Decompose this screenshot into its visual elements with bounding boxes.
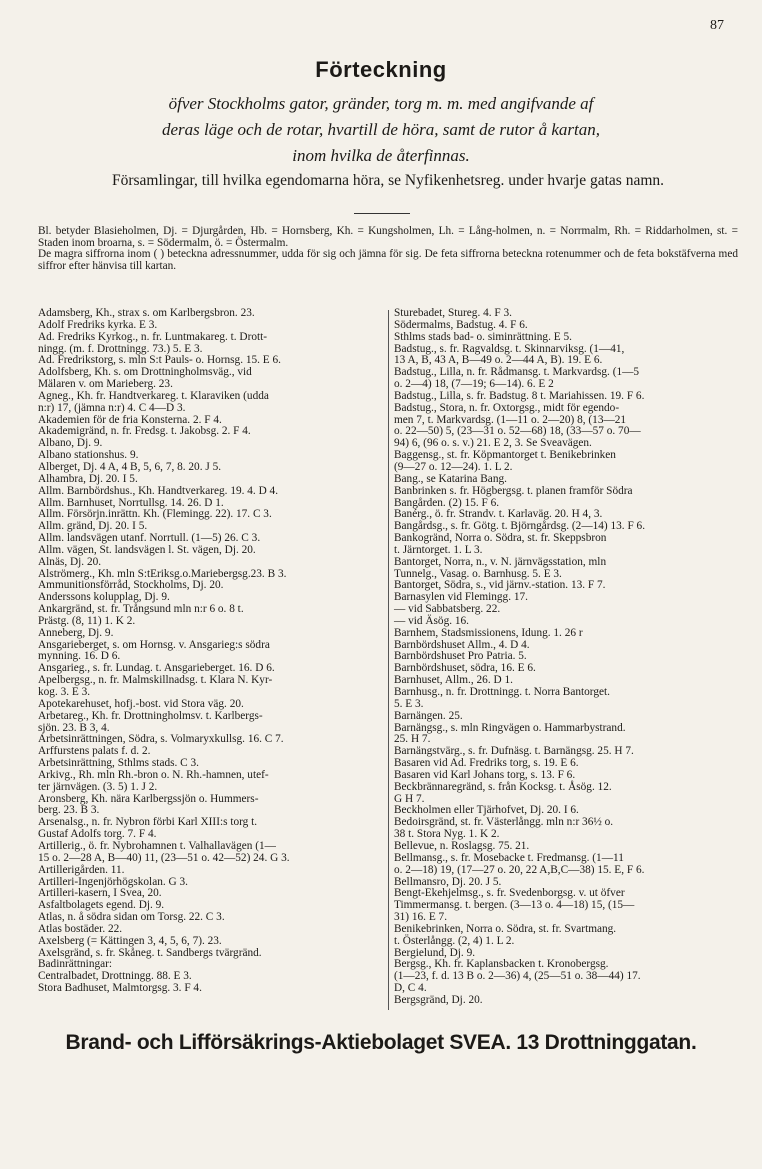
index-entry-line: Prästg. (8, 11) 1. K 2.	[38, 614, 136, 627]
index-entry-line: (1—23, f. d. 13 B o. 2—36) 4, (25—51 o. 38—44) 17.	[394, 970, 641, 983]
index-entry-line: Benikebrinken, Norra o. Södra, st. fr. Svartmang.	[394, 922, 617, 935]
index-entry-line: Barnängsg., s. mln Ringvägen o. Hammarbystrand.	[394, 721, 626, 734]
index-entry-line: 5. E 3.	[394, 697, 424, 710]
index-entry-line: Bantorget, Norra, n., v. N. järnvägsstation, mln	[394, 555, 607, 568]
index-entry-line: Barnhem, Stadsmissionens, Idung. 1. 26 r	[394, 626, 583, 639]
index-entry-line: Apotekarehuset, hofj.-bost. vid Stora väg. 20.	[38, 697, 244, 710]
right-column	[394, 308, 739, 1007]
index-entry-line: mynning. 16. D 6.	[38, 650, 121, 663]
index-entry-line: berg. 23. B 3.	[38, 804, 100, 817]
page-number: 87	[710, 18, 724, 33]
index-entry-line: 31) 16. E 7.	[394, 911, 448, 924]
index-entry-line: o. 2—4) 18, (7—19; 6—14). 6. E 2	[394, 378, 554, 391]
subtitle-line-2: deras läge och de rotar, hvartill de höra, samt de rutor å kartan,	[161, 120, 601, 139]
index-entry-line: Adolf Fredriks kyrka. E 3.	[38, 318, 158, 331]
heading-rule	[354, 213, 410, 214]
index-entry-line: men 7, t. Markvardsg. (1—11 o. 2—20) 8, (13—21	[394, 413, 627, 426]
index-entry-line: Bergielund, Dj. 9.	[394, 946, 476, 959]
index-entry-line: Bergsg., Kh. fr. Kaplansbacken t. Kronobergsg.	[394, 958, 609, 971]
left-column	[38, 308, 384, 995]
index-entry-line: Allm. gränd, Dj. 20. I 5.	[38, 520, 148, 533]
subtitle-line-3: inom hvilka de återfinnas.	[292, 146, 470, 165]
index-entry-line: o. 2—18) 19, (17—27 o. 20, 22 A,B,C—38) 15. E, F 6.	[394, 863, 645, 876]
index-entry-line: Bangården. (2) 15. F 6.	[394, 496, 500, 509]
index-entry-line: Arffurstens palats f. d. 2.	[38, 745, 151, 758]
index-entry-line: Artillerig., ö. fr. Nybrohamnen t. Valhallavägen (1—	[38, 839, 276, 852]
index-entry-line: Arbetsinrättning, Sthlms stads. C 3.	[38, 757, 199, 770]
index-entry-line: G H 7.	[394, 792, 425, 805]
index-entry-line: Adamsberg, Kh., strax s. om Karlbergsbron. 23.	[38, 307, 255, 319]
index-entry-line: Barnasylen vid Flemingg. 17.	[394, 591, 528, 604]
index-entry-line: Beckholmen eller Tjärhofvet, Dj. 20. I 6.	[394, 804, 579, 817]
index-entry-line: Bellevue, n. Roslagsg. 75. 21.	[394, 839, 530, 852]
index-entry-line: Timmermansg. t. bergen. (3—13 o. 4—18) 15, (15—	[394, 899, 635, 912]
index-entry-line: Banérg., ö. fr. Strandv. t. Karlaväg. 20. H 4, 3.	[394, 508, 603, 521]
index-entry-line: Alnäs, Dj. 20.	[38, 555, 102, 568]
index-entry-line: Tunnelg., Vasag. o. Barnhusg. 5. E 3.	[394, 567, 562, 580]
index-entry-line: Alströmerg., Kh. mln S:tEriksg.o.Mariebergsg.23. B 3.	[38, 567, 287, 580]
index-entry-line: — vid Sabbatsberg. 22.	[394, 603, 501, 616]
index-entry-line: 94) 6, (96 o. s. v.) 21. E 2, 3. Se Sveavägen.	[394, 437, 592, 450]
index-entry-line: Centralbadet, Drottningg. 88. E 3.	[38, 970, 192, 983]
index-entry-line: Ansgarieg., s. fr. Lundag. t. Ansgarieberget. 16. D 6.	[38, 662, 275, 675]
index-entry-line: Axelsberg (= Kättingen 3, 4, 5, 6, 7). 23.	[38, 934, 222, 947]
index-entry-line: sjön. 23. B 3, 4.	[38, 721, 110, 734]
index-entry-line: Allm. landsvägen utanf. Norrtull. (1—5) 26. C 3.	[38, 532, 261, 545]
index-entry-line: Arbetsinrättningen, Södra, s. Volmaryxkullsg. 16. C 7.	[38, 733, 284, 746]
index-entry-line: Baggensg., st. fr. Köpmantorget t. Benikebrinken	[394, 449, 616, 462]
index-entry-line: Allm. Barnhuset, Norrtullsg. 14. 26. D 1.	[38, 496, 224, 509]
index-entry-line: Basaren vid Karl Johans torg, s. 13. F 6.	[394, 768, 576, 781]
index-entry-line: Badstug., Lilla, n. fr. Rådmansg. t. Markvardsg. (1—5	[394, 366, 640, 379]
index-entry-line: Ankargränd, st. fr. Trångsund mln n:r 6 o. 8 t.	[38, 603, 244, 616]
index-entry-line: Bengt-Ekehjelmsg., s. fr. Svedenborgsg. v. ut öfver	[394, 887, 625, 900]
index-entry-line: Bergsgränd, Dj. 20.	[394, 993, 483, 1006]
index-entry-line: Anderssons kolupplag, Dj. 9.	[38, 591, 170, 604]
index-entry-line: Mälaren v. om Marieberg. 23.	[38, 378, 173, 391]
index-entry-line: Albano stationshus. 9.	[38, 449, 139, 462]
index-entry-line: Albano, Dj. 9.	[38, 437, 103, 450]
index-entry-line: D, C 4.	[394, 982, 427, 995]
index-entry-line: Stora Badhuset, Malmtorgsg. 3. F 4.	[38, 982, 202, 995]
index-entry-line: Barnhusg., n. fr. Drottningg. t. Norra Bantorget.	[394, 686, 610, 698]
index-entry-line: Allm. vägen, St. landsvägen l. St. vägen, Dj. 20.	[38, 543, 256, 556]
index-entry-line: Ammunitionsförråd, Stockholms, Dj. 20.	[38, 579, 224, 592]
advert-banner: Brand- och Lifförsäkrings-Aktiebolaget SVEA. 13 Drottninggatan.	[65, 1031, 697, 1054]
index-entry-line: Banbrinken s. fr. Högbergsg. t. planen framför Södra	[394, 484, 633, 497]
index-entry-line: 13 A, B, 43 A, B—49 o. 2—44 A, B). 19. E 6.	[394, 354, 603, 367]
index-entry-line: Aronsberg, Kh. nära Karlbergssjön o. Hummers-	[38, 792, 259, 805]
index-entry-line: Badstug., s. fr. Ragvaldsg. t. Skinnarviksg. (1—41,	[394, 342, 625, 355]
subtitle-line-1: öfver Stockholms gator, gränder, torg m. m. med angifvande af	[168, 94, 594, 113]
index-entry-line: Artillerigården. 11.	[38, 863, 125, 876]
index-entry-line: Artilleri-kasern, I Svea, 20.	[38, 887, 162, 900]
index-entry-line: Barnbördshuset Allm., 4. D 4.	[394, 638, 530, 651]
index-entry-line: — vid Äsög. 16.	[394, 614, 470, 627]
index-entry-line: Bankogränd, Norra o. Södra, st. fr. Skeppsbron	[394, 532, 607, 545]
index-entry-line: Bantorget, Södra, s., vid järnv.-station. 13. F 7.	[394, 579, 606, 592]
index-entry-line: Apelbergsg., n. fr. Malmskillnadsg. t. Klara N. Kyr-	[38, 674, 273, 687]
index-entry-line: Atlas bostäder. 22.	[38, 922, 123, 935]
index-entry-line: Bellmansro, Dj. 20. J 5.	[394, 875, 502, 888]
forsamlingar-note: Församlingar, till hvilka egendomarna höra, se Nyfikenhetsreg. under hvarje gatas namn.	[111, 172, 665, 189]
index-entry-line: Basaren vid Ad. Fredriks torg, s. 19. E 6.	[394, 757, 579, 770]
index-entry-line: n:r) 17, (jämna n:r) 4. C 4—D 3.	[38, 401, 186, 414]
typography-note-paragraph: De magra siffrorna inom ( ) beteckna adressnummer, udda för sig och jämna för sig. De feta siffrorna beteckna rotenummer och de feta bokstäfverna med siffror efter hänvisa till kartan.	[38, 248, 738, 272]
index-entry-line: Alhambra, Dj. 20. I 5.	[38, 472, 138, 485]
index-entry-line: Axelsgränd, s. fr. Skåneg. t. Sandbergs tvärgränd.	[38, 946, 262, 959]
index-entry-line: t. Österlångg. (2, 4) 1. L 2.	[394, 934, 515, 947]
index-entry-line: Ansgarieberget, s. om Hornsg. v. Ansgarieg:s södra	[38, 638, 270, 651]
index-entry-line: Artilleri-Ingenjörhögskolan. G 3.	[38, 875, 188, 888]
index-entry-line: Arkivg., Rh. mln Rh.-bron o. N. Rh.-hamnen, utef-	[38, 768, 269, 781]
index-entry-line: Bedoirsgränd, st. fr. Västerlångg. mln n:r 36½ o.	[394, 816, 614, 829]
index-entry-line: 15 o. 2—28 A, B—40) 11, (23—51 o. 42—52) 24. G 3.	[38, 851, 290, 864]
index-entry-line: Ad. Fredrikstorg, s. mln S:t Pauls- o. Hornsg. 15. E 6.	[38, 354, 281, 367]
index-entry-line: Bangårdsg., s. fr. Götg. t. Björngårdsg. (2—14) 13. F 6.	[394, 520, 646, 533]
index-entry-line: Adolfsberg, Kh. s. om Drottningholmsväg., vid	[38, 366, 252, 379]
page-title: Förteckning	[315, 57, 447, 82]
index-entry-line: Akademien för de fria Konsterna. 2. F 4.	[38, 413, 222, 426]
index-entry-line: Bellmansg., s. fr. Mosebacke t. Fredmansg. (1—11	[394, 851, 624, 864]
index-entry-line: ningg. (m. f. Drottningg. 73.) 5. E 3.	[38, 342, 203, 355]
index-entry-line: ter järnvägen. (3. 5) 1. J 2.	[38, 780, 158, 793]
index-entry-line: Arbetareg., Kh. fr. Drottningholmsv. t. Karlbergs-	[38, 709, 263, 722]
index-entry-line: Allm. Barnbördshus., Kh. Handtverkareg. 19. 4. D 4.	[38, 484, 279, 497]
index-entry-line: Ad. Fredriks Kyrkog., n. fr. Luntmakareg. t. Drott-	[38, 330, 268, 343]
index-entry-line: Beckbrännaregränd, s. från Kocksg. t. Åsög. 12.	[394, 780, 612, 793]
index-entry-line: Badstug., Lilla, s. fr. Badstug. 8 t. Mariahissen. 19. F 6.	[394, 389, 645, 402]
index-entry-line: Atlas, n. å södra sidan om Torsg. 22. C 3.	[38, 911, 225, 924]
index-entry-line: o. 22—50) 5, (23—31 o. 52—68) 18, (33—57 o. 70—	[394, 425, 641, 438]
index-entry-line: Barnbördshuset, södra, 16. E 6.	[394, 662, 536, 675]
index-entry-line: Alberget, Dj. 4 A, 4 B, 5, 6, 7, 8. 20. J 5.	[38, 460, 222, 473]
abbreviations-intro	[38, 226, 738, 272]
index-entry-line: kog. 3. E 3.	[38, 686, 91, 698]
index-entry-line: Barnhuset, Allm., 26. D 1.	[394, 674, 513, 687]
index-entry-line: 25. H 7.	[394, 733, 431, 746]
index-entry-line: Bang., se Katarina Bang.	[394, 472, 507, 485]
index-entry-line: Allm. Försörjn.inrättn. Kh. (Flemingg. 22). 17. C 3.	[38, 508, 272, 521]
abbreviations-paragraph: Bl. betyder Blasieholmen, Dj. = Djurgården, Hb. = Hornsberg, Kh. = Kungsholmen, Lh. = Lång-holmen, n. = Norrmalm, Rh. = Riddarholmen, st. = Staden inom broarna, s. = Södermalm, ö. = Östermalm.	[38, 225, 738, 249]
index-entry-line: Anneberg, Dj. 9.	[38, 626, 114, 639]
index-entry-line: Sturebadet, Stureg. 4. F 3.	[394, 307, 512, 319]
index-entry-line: Badinrättningar:	[38, 958, 113, 971]
column-divider	[388, 310, 389, 1010]
index-entry-line: Gustaf Adolfs torg. 7. F 4.	[38, 828, 157, 841]
index-entry-line: Barnängen. 25.	[394, 709, 463, 722]
index-entry-line: Barnängstvärg., s. fr. Dufnäsg. t. Barnängsg. 25. H 7.	[394, 745, 634, 758]
index-entry-line: Sthlms stads bad- o. siminrättning. E 5.	[394, 330, 572, 343]
index-entry-line: Agneg., Kh. fr. Handtverkareg. t. Klaraviken (udda	[38, 389, 269, 402]
index-entry-line: 38 t. Stora Nyg. 1. K 2.	[394, 828, 500, 841]
index-entry-line: Akademigränd, n. fr. Fredsg. t. Jakobsg. 2. F 4.	[38, 425, 251, 438]
index-entry-line: Asfaltbolagets egend. Dj. 9.	[38, 899, 165, 912]
index-entry-line: (9—27 o. 12—24). 1. L 2.	[394, 460, 513, 473]
index-entry-line: Barnbördshuset Pro Patria. 5.	[394, 650, 527, 663]
index-entry-line: t. Järntorget. 1. L 3.	[394, 543, 483, 556]
index-entry-line: Arsenalsg., n. fr. Nybron förbi Karl XIII:s torg t.	[38, 816, 258, 829]
index-entry-line: Badstug., Stora, n. fr. Oxtorgsg., midt för egendo-	[394, 401, 620, 414]
index-entry-line: Södermalms, Badstug. 4. F 6.	[394, 318, 528, 331]
